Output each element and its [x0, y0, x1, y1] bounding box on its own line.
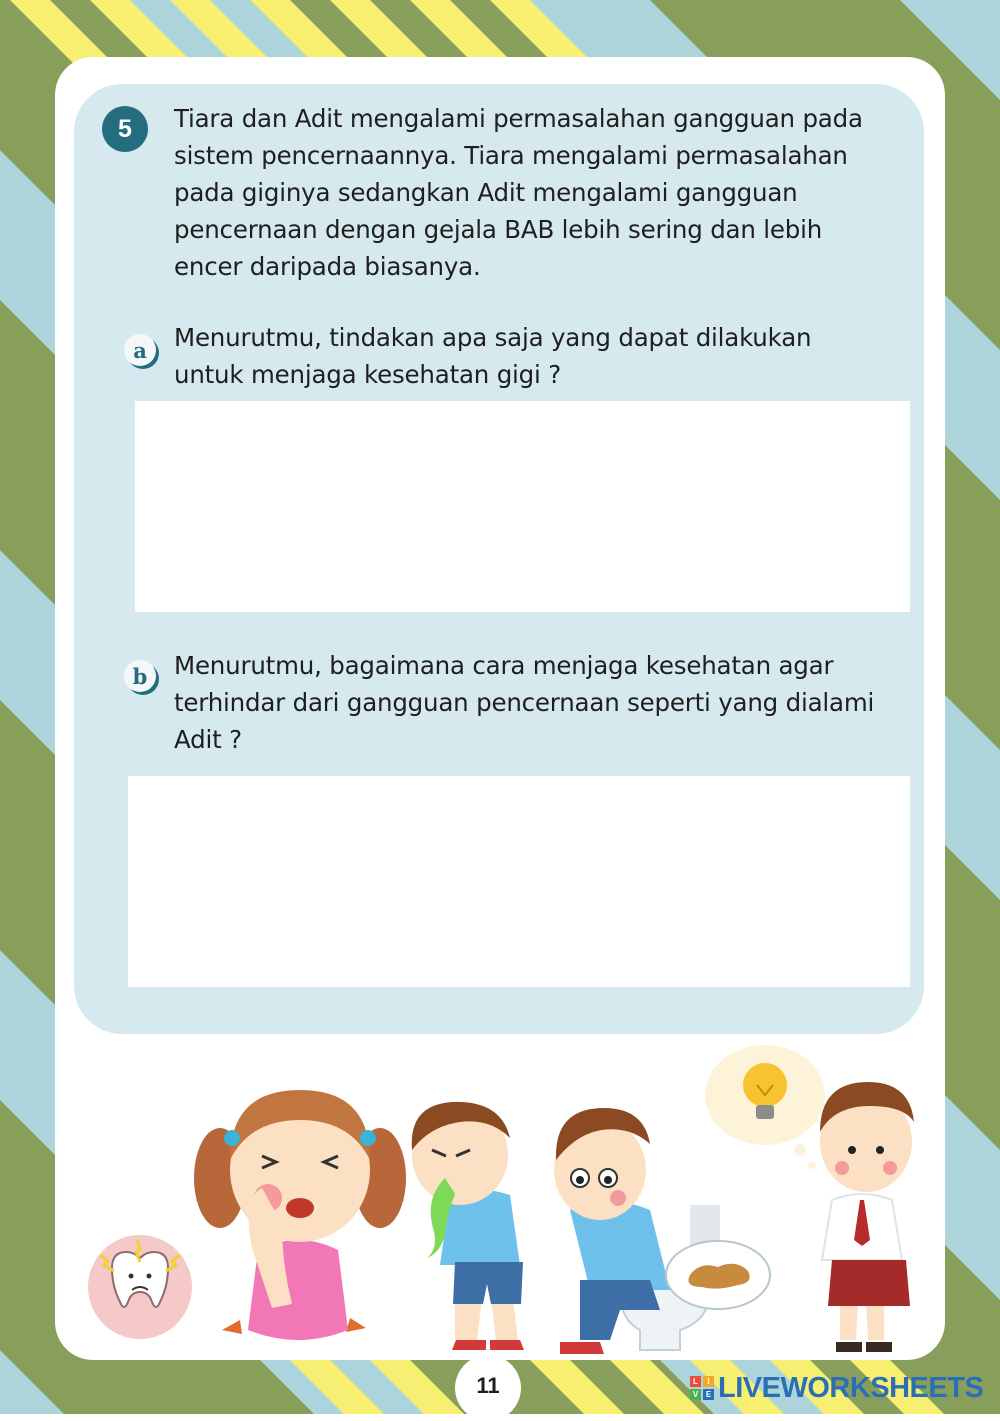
toothache-icon	[88, 1235, 192, 1339]
logo-letter: L	[690, 1376, 701, 1387]
logo-text: LIVEWORKSHEETS	[718, 1371, 984, 1404]
part-a-line: Menurutmu, tindakan apa saja yang dapat dilakukan	[174, 323, 812, 352]
question-line: sistem pencernaannya. Tiara mengalami permasalahan	[174, 141, 848, 170]
question-number-badge: 5	[102, 106, 148, 152]
page-number-badge	[455, 1355, 521, 1421]
part-a-badge: a	[124, 334, 156, 366]
part-b-line: Menurutmu, bagaimana cara menjaga kesehatan agar	[174, 651, 834, 680]
part-b-answer-field[interactable]	[128, 776, 910, 987]
girl-toothache	[194, 1090, 406, 1340]
boy-vomiting	[412, 1102, 524, 1350]
part-a-line: untuk menjaga kesehatan gigi ?	[174, 360, 562, 389]
question-line: encer daripada biasanya.	[174, 252, 481, 281]
logo-letter: E	[703, 1389, 714, 1400]
page-number: 11	[476, 1373, 500, 1398]
part-b-badge: b	[124, 660, 156, 692]
illustration-strip	[80, 1045, 930, 1365]
part-b-line: Adit ?	[174, 725, 242, 754]
logo-letter: I	[703, 1376, 714, 1387]
boy-on-toilet	[554, 1108, 720, 1354]
part-a-answer-field[interactable]	[135, 401, 910, 612]
logo-icon	[690, 1376, 714, 1400]
part-b-line: terhindar dari gangguan pencernaan seperti yang dialami	[174, 688, 875, 717]
question-line: pencernaan dengan gejala BAB lebih sering dan lebih	[174, 215, 823, 244]
liveworksheets-logo[interactable]	[690, 1372, 983, 1404]
diarrhea-bubble-icon	[666, 1241, 770, 1309]
question-line: Tiara dan Adit mengalami permasalahan gangguan pada	[174, 104, 863, 133]
lightbulb-thought-icon	[705, 1045, 825, 1169]
question-line: pada giginya sedangkan Adit mengalami gangguan	[174, 178, 798, 207]
logo-letter: V	[690, 1389, 701, 1400]
boy-thinking	[820, 1082, 914, 1352]
